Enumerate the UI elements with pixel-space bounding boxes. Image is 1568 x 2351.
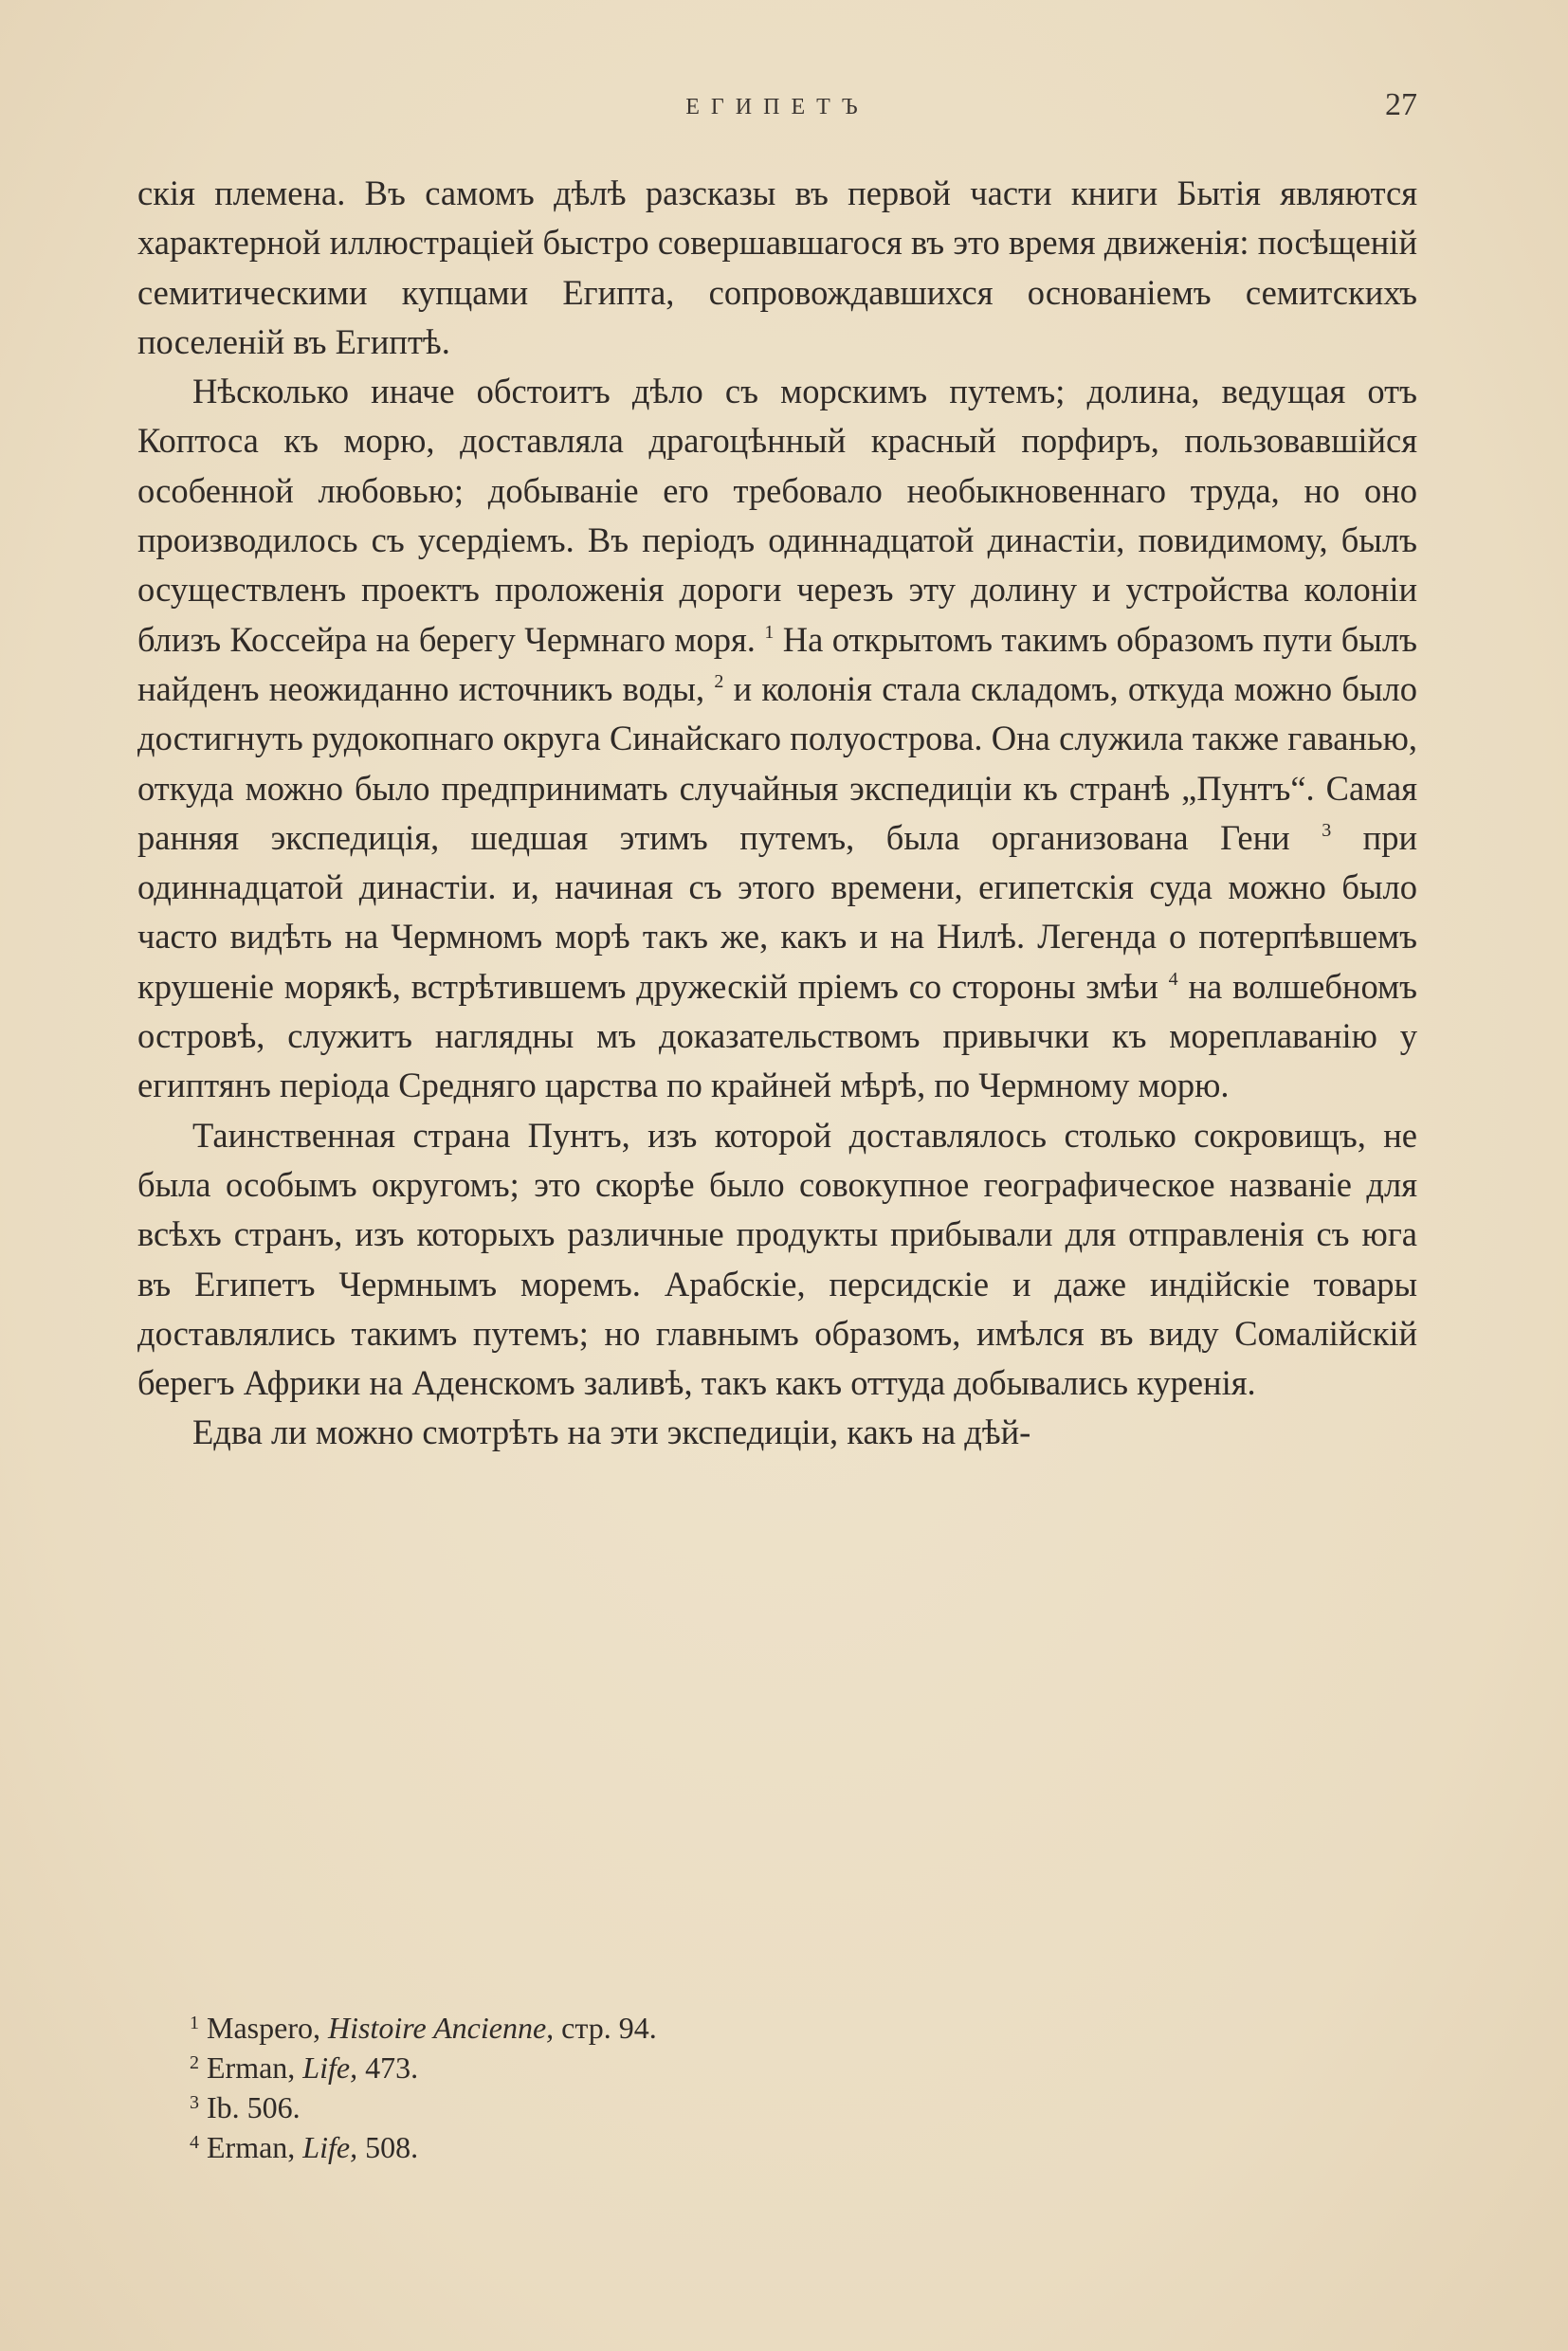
footnote-ref-page: стр. 94.: [561, 2011, 657, 2045]
footnote-ref-page: 508.: [365, 2130, 419, 2164]
footnote-ref: 2: [714, 670, 724, 692]
paragraph: [137, 367, 1417, 1110]
paragraph-text: Нѣсколько иначе обстоитъ дѣло съ морскимъ путемъ; долина, ведущая отъ Коптоса къ морю, доставляла драгоцѣнный красный порфиръ, пользовавшійся особенной любовью; добываніе его требовало необыкновеннаго труда, но оно производилось съ усердіемъ. Въ періодъ одиннадцатой династіи, повидимому, былъ осуществленъ проектъ проложенія дороги черезъ эту долину и устройства колоніи близъ Коссейра на берегу Чермнаго моря.: [137, 372, 1417, 659]
page-number: 27: [1385, 87, 1417, 122]
paragraph-text: На открытомъ такимъ образомъ пути былъ найденъ неожиданно источникъ воды,: [137, 619, 1417, 708]
footnote-title: Histoire Ancienne,: [327, 2011, 555, 2045]
footnote: [190, 2087, 1327, 2127]
footnote-number: 3: [190, 2092, 199, 2113]
paragraph-text: при одиннадцатой династіи. и, начиная съ этого времени, египетскія суда можно было часто видѣть на Чермномъ морѣ такъ же, какъ и на Нилѣ. Легенда о потерпѣвшемъ крушеніе морякѣ, встрѣтившемъ дружескій пріемъ со стороны змѣи: [137, 817, 1417, 1006]
paragraph-text: и колонія стала складомъ, откуда можно было достигнуть рудокопнаго округа Синайскаго полуострова. Она служила также гаванью, откуда можно было предпринимать случайныя экспедиціи къ странѣ „Пунтъ“. Самая ранняя экспедиція, шедшая этимъ путемъ, была организована Гени: [137, 668, 1417, 857]
footnote-ref: 1: [764, 621, 775, 643]
footnote-ref: 4: [1168, 968, 1178, 990]
running-title: ЕГИПЕТЪ: [685, 95, 869, 119]
paragraph: [137, 169, 1417, 367]
footnote: [190, 2048, 1327, 2087]
footnote-number: 1: [190, 2013, 199, 2033]
footnote-author: Maspero,: [207, 2011, 320, 2045]
paragraph-text: Едва ли можно смотрѣть на эти экспедиціи, какъ на дѣй-: [192, 1412, 1031, 1452]
paragraph: [137, 1408, 1417, 1457]
footnote-author: Erman,: [207, 2050, 296, 2085]
footnote-number: 2: [190, 2052, 199, 2073]
paragraph-text: Таинственная страна Пунтъ, изъ которой доставлялось столько сокровищъ, не была особымъ округомъ; это скорѣе было совокупное географическое названіе для всѣхъ странъ, изъ которыхъ различные продукты прибывали для отправленія съ юга въ Египетъ Чермнымъ моремъ. Арабскіе, персидскіе и даже индійскіе товары доставлялись такимъ путемъ; но главнымъ образомъ, имѣлся въ виду Сомалійскій берегъ Африки на Аденскомъ заливѣ, такъ какъ оттуда добывались куренія.: [137, 1115, 1417, 1403]
footnote-ref: 3: [1322, 819, 1332, 841]
footnotes: [190, 2008, 1327, 2167]
footnote-author: Ib. 506.: [207, 2090, 301, 2124]
footnote-ref-page: 473.: [365, 2050, 419, 2085]
footnote: [190, 2008, 1327, 2048]
footnote-number: 4: [190, 2132, 199, 2153]
footnote-author: Erman,: [207, 2130, 296, 2164]
running-header: [137, 87, 1417, 125]
paragraph: [137, 1111, 1417, 1409]
paragraph-text: скія племена. Въ самомъ дѣлѣ разсказы въ первой части книги Бытія являются характерной иллюстраціей быстро совершавшагося въ это время движенія: посѣщеній семитическими купцами Египта, сопровождавшихся основаніемъ семитскихъ поселеній въ Египтѣ.: [137, 173, 1417, 361]
body-text: [137, 169, 1417, 1458]
footnote: [190, 2127, 1327, 2167]
paragraph-text: на волшебномъ островѣ, служитъ наглядны мъ доказательствомъ привычки къ мореплаванію у египтянъ періода Средняго царства по крайней мѣрѣ, по Чермному морю.: [137, 966, 1417, 1105]
footnote-title: Life,: [302, 2130, 358, 2164]
footnote-title: Life,: [302, 2050, 358, 2085]
